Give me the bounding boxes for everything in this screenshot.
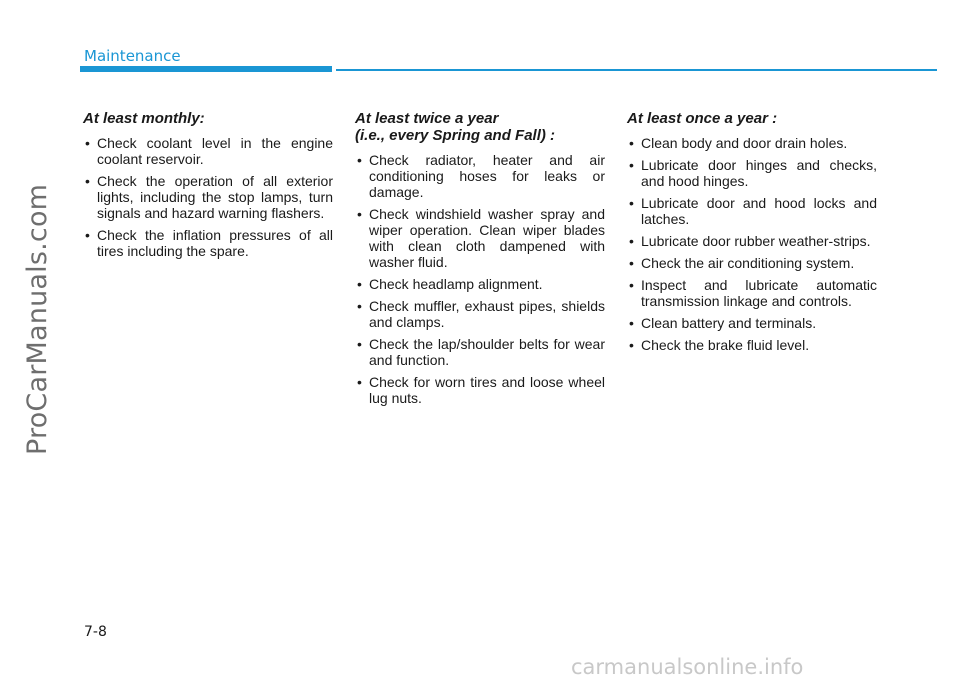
bullet-icon: • xyxy=(629,337,634,353)
bullet-icon: • xyxy=(629,157,634,173)
header-rule-thick xyxy=(80,66,332,72)
list-item-text: Clean battery and terminals. xyxy=(641,315,817,331)
bullet-icon: • xyxy=(85,135,90,151)
bullet-icon: • xyxy=(629,233,634,249)
column-monthly xyxy=(83,110,333,265)
list-item-text: Check the inflation pressures of all tires including the spare. xyxy=(97,227,333,259)
column-heading-line: At least once a year : xyxy=(627,110,778,127)
list-item-text: Check the brake fluid level. xyxy=(641,337,810,353)
list-item xyxy=(627,337,877,353)
list-item xyxy=(355,206,605,270)
bullet-icon: • xyxy=(629,277,634,293)
bullet-icon: • xyxy=(629,195,634,211)
list-item xyxy=(627,277,877,309)
side-watermark: ProCarManuals.com xyxy=(22,183,53,455)
page-number: 7-8 xyxy=(84,624,107,640)
bullet-icon: • xyxy=(357,276,362,292)
list-item-text: Check windshield washer spray and wiper operation. Clean wiper blades with clean cloth dampened with washer fluid. xyxy=(369,206,605,270)
list-item xyxy=(627,157,877,189)
section-title: Maintenance xyxy=(84,47,181,65)
list-item xyxy=(355,374,605,406)
column-heading-line: At least twice a year xyxy=(355,110,499,127)
list-item xyxy=(627,255,877,271)
list-item xyxy=(83,135,333,167)
list-item xyxy=(627,315,877,331)
bullet-icon: • xyxy=(357,152,362,168)
list-item-text: Inspect and lubricate automatic transmission linkage and controls. xyxy=(641,277,877,309)
bullet-icon: • xyxy=(629,255,634,271)
bullet-icon: • xyxy=(85,173,90,189)
list-item xyxy=(355,298,605,330)
bullet-icon: • xyxy=(629,135,634,151)
list-item-text: Check for worn tires and loose wheel lug nuts. xyxy=(369,374,605,406)
bullet-icon: • xyxy=(357,336,362,352)
list-item-text: Lubricate door and hood locks and latches. xyxy=(641,195,877,227)
list-item xyxy=(355,336,605,368)
list-item-text: Lubricate door rubber weather-strips. xyxy=(641,233,871,249)
list-item xyxy=(355,152,605,200)
bullet-icon: • xyxy=(357,374,362,390)
list-item-text: Lubricate door hinges and checks, and hood hinges. xyxy=(641,157,877,189)
column-heading-line: At least monthly: xyxy=(83,110,205,127)
column-twice-a-year xyxy=(355,110,605,412)
list-item-text: Check the air conditioning system. xyxy=(641,255,855,271)
list-item xyxy=(627,195,877,227)
column-heading xyxy=(83,110,333,127)
list-item-text: Check the operation of all exterior lights, including the stop lamps, turn signals and hazard warning flashers. xyxy=(97,173,333,221)
column-heading-line: (i.e., every Spring and Fall) : xyxy=(355,127,556,144)
list-item xyxy=(83,173,333,221)
list-item xyxy=(83,227,333,259)
list-item-text: Clean body and door drain holes. xyxy=(641,135,848,151)
footer-watermark: carmanualsonline.info xyxy=(571,655,804,679)
bullet-icon: • xyxy=(85,227,90,243)
list-item xyxy=(627,135,877,151)
checklist xyxy=(83,135,333,259)
header-rule-thin xyxy=(336,69,937,71)
list-item-text: Check coolant level in the engine coolant reservoir. xyxy=(97,135,333,167)
column-once-a-year xyxy=(627,110,877,359)
list-item xyxy=(355,276,605,292)
list-item xyxy=(627,233,877,249)
bullet-icon: • xyxy=(357,298,362,314)
list-item-text: Check the lap/shoulder belts for wear and function. xyxy=(369,336,605,368)
list-item-text: Check headlamp alignment. xyxy=(369,276,543,292)
checklist xyxy=(627,135,877,353)
list-item-text: Check radiator, heater and air conditioning hoses for leaks or damage. xyxy=(369,152,605,200)
bullet-icon: • xyxy=(357,206,362,222)
list-item-text: Check muffler, exhaust pipes, shields and clamps. xyxy=(369,298,605,330)
column-heading xyxy=(627,110,877,127)
column-heading xyxy=(355,110,605,144)
bullet-icon: • xyxy=(629,315,634,331)
checklist xyxy=(355,152,605,406)
